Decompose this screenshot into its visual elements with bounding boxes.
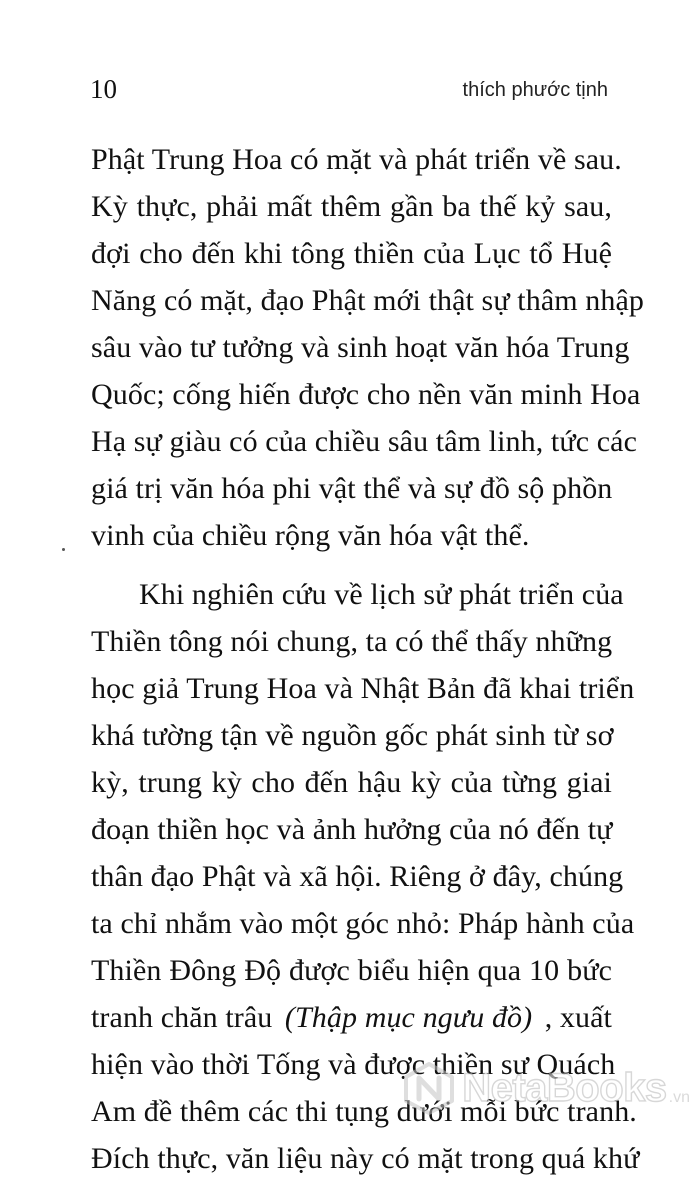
text-line: Phật Trung Hoa có mặt và phát triển về sau.	[91, 143, 622, 176]
text-line: Khi nghiên cứu về lịch sử phát triển của	[139, 578, 624, 611]
text-line: giá trị văn hóa phi vật thể và sự đồ sộ phồn	[91, 472, 613, 505]
text-line: hiện vào thời Tống và được thiền sư Quách	[91, 1048, 616, 1081]
text-line: Thiền Đông Độ được biểu hiện qua 10 bức	[91, 954, 612, 987]
watermark	[402, 1061, 690, 1115]
watermark-brand: NetaBooks	[462, 1065, 667, 1110]
text-line: Năng có mặt, đạo Phật mới thật sự thâm nhập	[91, 284, 644, 317]
text-line: đoạn thiền học và ảnh hưởng của nó đến tự	[91, 813, 613, 846]
italic-title: (Thập mục ngưu đồ)	[284, 1001, 533, 1034]
paragraph-gap	[91, 559, 612, 571]
text-line: Kỳ thực, phải mất thêm gần ba thế kỷ sau,	[91, 190, 612, 223]
text-line: Quốc; cống hiến được cho nền văn minh Hoa	[91, 378, 641, 411]
text-line: Hạ sự giàu có của chiều sâu tâm linh, tức các	[91, 425, 637, 458]
text-line: vinh của chiều rộng văn hóa vật thể.	[91, 519, 530, 552]
text-line: khá tường tận về nguồn gốc phát sinh từ sơ	[91, 719, 614, 752]
text-line: sâu vào tư tưởng và sinh hoạt văn hóa Trung	[91, 331, 630, 364]
text-line: ta chỉ nhắm vào một góc nhỏ: Pháp hành của	[91, 907, 635, 940]
text-line: học giả Trung Hoa và Nhật Bản đã khai triển	[91, 672, 635, 705]
netabooks-logo-icon	[402, 1061, 456, 1115]
paragraph-1	[91, 136, 644, 559]
text-line: Đích thực, văn liệu này có mặt trong quá khứ	[91, 1142, 640, 1175]
text-line: kỳ, trung kỳ cho đến hậu kỳ của từng giai	[91, 766, 612, 799]
text-span: , xuất	[544, 1001, 612, 1034]
text-span: tranh chăn trâu	[91, 1001, 273, 1034]
running-head: thích phước tịnh	[462, 79, 608, 101]
text-line-with-italic	[91, 994, 612, 1041]
text-line: đợi cho đến khi tông thiền của Lục tổ Huệ	[91, 237, 612, 270]
body-text	[91, 136, 644, 1182]
text-line: Am đề thêm các thi tụng dưới mỗi bức tranh.	[91, 1095, 637, 1128]
watermark-suffix: .vn	[668, 1089, 690, 1106]
ink-speck	[62, 548, 65, 551]
page-number: 10	[90, 74, 117, 104]
text-line: Thiền tông nói chung, ta có thể thấy những	[91, 625, 613, 658]
text-line: thân đạo Phật và xã hội. Riêng ở đây, chúng	[91, 860, 624, 893]
